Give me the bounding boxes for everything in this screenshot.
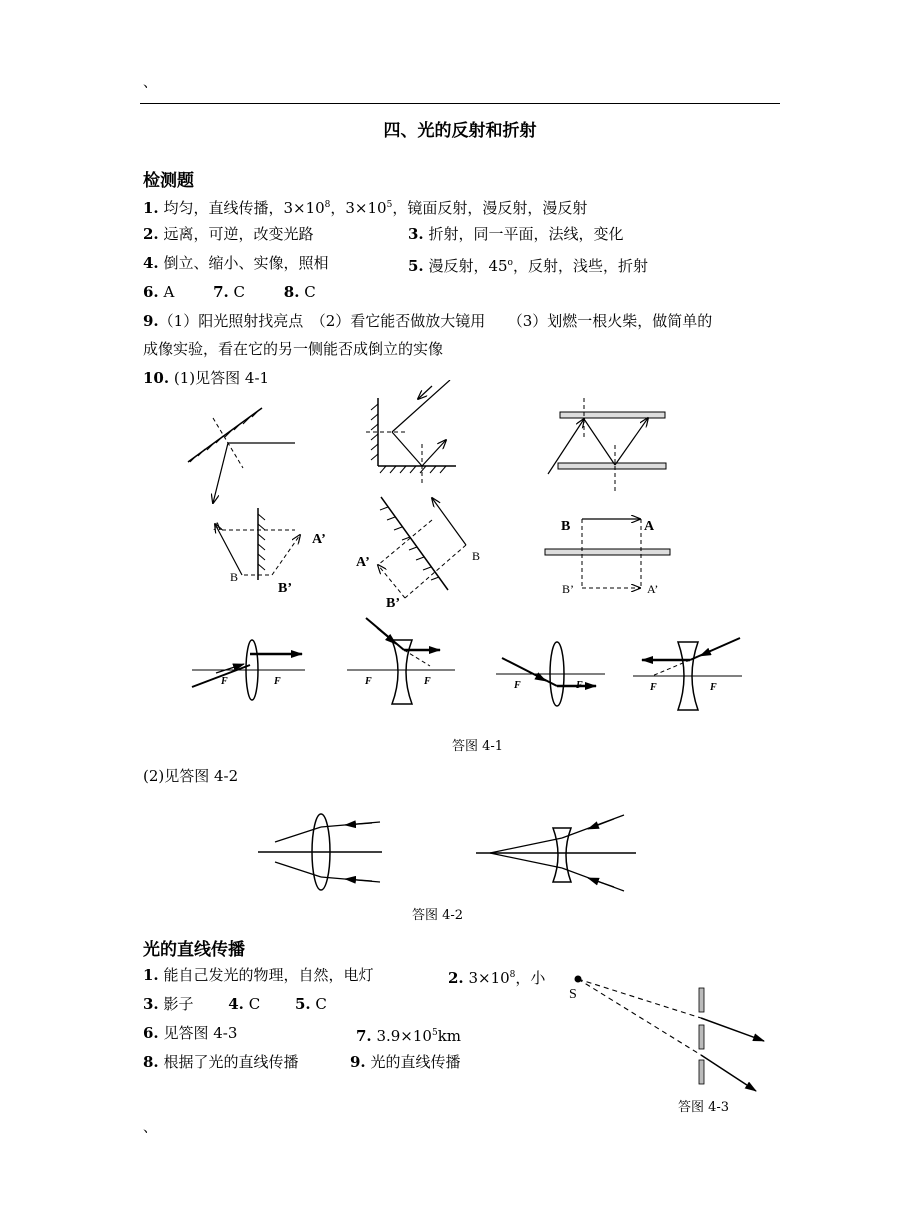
lens-diagram-convex-2	[496, 642, 605, 706]
lens-diagram-concave-2	[633, 638, 742, 710]
answer-line-9-cont: 成像实验，看在它的另一侧能否成倒立的实像	[143, 340, 444, 358]
section-heading-test: 检测题	[143, 171, 194, 191]
answer-line-5: 5. 漫反射，45$^o$，反射，浅些，折射	[408, 257, 648, 275]
label-B-1: B	[230, 570, 239, 584]
answer2-line-9: 9. 光的直线传播	[350, 1053, 461, 1071]
answer-line-4: 4. 倒立、缩小、实像，照相	[143, 254, 329, 272]
figure-4-2	[0, 800, 920, 900]
answer-line-10: 10. (1)见答图 4-1	[143, 369, 270, 387]
label-B-prime-1: B’	[278, 581, 292, 596]
label-B-2: B	[472, 549, 481, 563]
label-F-1b: F	[274, 676, 281, 687]
answer-line-10-2: (2)见答图 4-2	[143, 767, 239, 785]
label-B-3: B	[561, 519, 571, 534]
lens-diagram-convex-1	[192, 640, 305, 700]
figure-4-1	[0, 380, 920, 720]
reflection-diagram-corner-mirror	[366, 380, 456, 486]
label-A-3: A	[644, 519, 655, 534]
answer-line-6-8: 6. A 7. C 8. C	[143, 283, 316, 301]
label-F-4a: F	[650, 682, 657, 693]
label-A-prime-2: A’	[356, 555, 370, 570]
obstacle-bottom	[699, 1060, 704, 1084]
answer-line-1: 1. 均匀，直线传播，$3\times 10^8$，$3\times 10^5$，镜面反射，漫反射，漫反射	[143, 199, 588, 217]
answer2-line-1: 1. 能自己发光的物理，自然，电灯	[143, 966, 374, 984]
lens-diagram-concave-1	[347, 618, 455, 704]
caption-figure-4-3: 答图 4-3	[678, 1100, 730, 1115]
answer2-line-8: 8. 根据了光的直线传播	[143, 1053, 299, 1071]
answer2-line-3-5: 3. 影子 4. C 5. C	[143, 995, 327, 1013]
label-A-prime-3: A’	[647, 582, 659, 596]
corner-mark-top: 、	[143, 75, 157, 91]
image-diagram-inclined-mirror	[378, 497, 466, 598]
obstacle-middle	[699, 1025, 704, 1049]
label-F-4b: F	[710, 682, 717, 693]
label-B-prime-2: B’	[386, 596, 400, 611]
label-B-prime-3: B’	[562, 582, 574, 596]
reflection-diagram-parallel-mirrors	[548, 398, 666, 492]
label-A-prime-1: A’	[312, 532, 326, 547]
answer2-line-6: 6. 见答图 4-3	[143, 1024, 238, 1042]
label-F-1a: F	[221, 676, 228, 687]
page-title: 四、光的反射和折射	[383, 121, 537, 141]
label-F-3b: F	[576, 680, 583, 691]
answer-line-9: 9.（1）阳光照射找亮点 （2）看它能否做放大镜用 （3）划燃一根火柴，做简单的	[143, 312, 713, 330]
label-A-1: A	[213, 519, 222, 533]
label-source-S: S	[569, 987, 577, 1002]
label-F-2a: F	[365, 676, 372, 687]
caption-figure-4-1: 答图 4-1	[452, 739, 504, 754]
label-F-3a: F	[514, 680, 521, 691]
section-heading-rectilinear: 光的直线传播	[143, 940, 245, 960]
figure-4-3	[560, 965, 780, 1100]
corner-mark-bottom: 、	[143, 1120, 157, 1136]
lens-ray-diagram-convex	[258, 814, 382, 890]
reflection-diagram-inclined-mirror	[188, 408, 295, 503]
header-rule	[140, 103, 780, 104]
answer2-line-7: 7. $3.9\times 10^5km$	[356, 1027, 462, 1045]
label-F-2b: F	[424, 676, 431, 687]
answer-line-2: 2. 远离，可逆，改变光路	[143, 225, 314, 243]
obstacle-top	[699, 988, 704, 1012]
answer2-line-2: 2. $3\times 10^8$，小	[448, 969, 546, 987]
answer-line-3: 3. 折射，同一平面，法线，变化	[408, 225, 624, 243]
image-diagram-vertical-mirror	[215, 508, 300, 580]
caption-figure-4-2: 答图 4-2	[412, 908, 464, 923]
lens-ray-diagram-concave	[476, 815, 636, 891]
